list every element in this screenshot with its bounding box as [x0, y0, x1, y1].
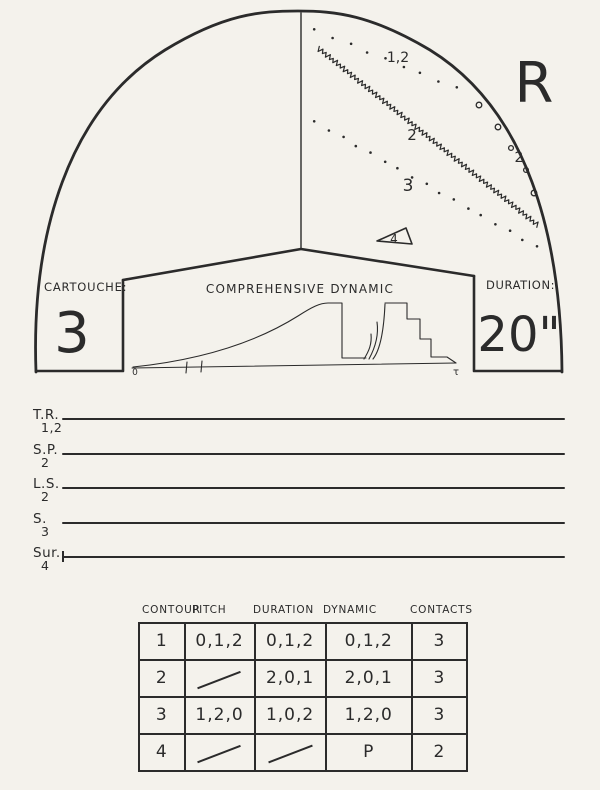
cartouche-value: 3 [54, 301, 90, 366]
circle-series [476, 102, 537, 196]
table-cell: 0,1,2 [344, 631, 393, 651]
stave-number: 2 [41, 455, 50, 470]
stave-abbr: S.P. [33, 442, 59, 458]
dynamic-end-label: τ [452, 367, 460, 378]
circle-series-label: 2 [514, 150, 524, 166]
table-cell: 4 [155, 742, 168, 762]
table-cell: 1 [155, 631, 168, 651]
stave-abbr: S. [33, 511, 47, 527]
column-header: DYNAMIC [323, 604, 378, 616]
column-header: CONTACTS [410, 604, 473, 616]
table-cell: 0,1,2 [265, 631, 315, 651]
region-letter: R [514, 51, 554, 116]
dynamic-curve [132, 303, 456, 373]
stave-number: 3 [41, 524, 50, 539]
table-cell: 3 [433, 705, 446, 725]
table-row [139, 623, 467, 660]
table-cell [256, 735, 325, 770]
table-cell [186, 661, 254, 696]
table-row [139, 660, 467, 697]
trajectory-1-2-label: 1,2 [386, 50, 410, 66]
trajectory-2-zigzag [318, 46, 538, 227]
stave-number: 1,2 [41, 420, 63, 435]
table-row [139, 697, 467, 734]
contour-table [138, 622, 468, 772]
stave-abbr: T.R. [33, 407, 60, 423]
stave-line [62, 487, 565, 489]
table-cell: 2 [433, 742, 446, 762]
stave-number: 4 [41, 558, 50, 573]
stave-sur [0, 545, 600, 577]
dynamic-start-label: 0 [132, 368, 138, 378]
table-cell: 1,2,0 [195, 705, 244, 725]
roof-line [123, 249, 474, 280]
stave-number: 2 [41, 489, 50, 504]
table-cell: 3 [433, 631, 446, 651]
trajectory-2-label: 2 [407, 126, 417, 144]
table-cell: 2,0,1 [265, 668, 315, 688]
table-row [139, 734, 467, 771]
table-cell [186, 735, 254, 770]
contour-table-section [138, 600, 473, 772]
stave-line [62, 556, 565, 558]
table-cell: 2,0,1 [344, 668, 393, 688]
column-header: DURATION [253, 604, 315, 616]
duration-value: 20" [477, 307, 561, 363]
stave-line [62, 522, 565, 524]
table-cell: P [363, 742, 375, 762]
duration-label: DURATION: [486, 278, 556, 292]
table-cell: 3 [155, 705, 168, 725]
stave-line [62, 453, 565, 455]
stave-ls [0, 476, 600, 508]
cartouche-label: CARTOUCHE: [44, 280, 128, 294]
trajectory-3-label: 3 [402, 176, 414, 196]
stave-abbr: L.S. [33, 476, 60, 492]
dynamic-title: COMPREHENSIVE DYNAMIC [205, 282, 395, 296]
trajectory-1-2-dots [313, 28, 458, 89]
table-cell: 1,0,2 [265, 705, 315, 725]
stave-line [62, 418, 565, 420]
contour-table-headers [138, 600, 473, 622]
trajectory-3-dots [313, 120, 538, 248]
triangle-label: 4 [390, 232, 398, 246]
stave-sp [0, 442, 600, 474]
table-cell: 0,1,2 [195, 631, 244, 651]
table-cell: 3 [433, 668, 446, 688]
stave-tr [0, 407, 600, 439]
table-cell: 1,2,0 [344, 705, 393, 725]
column-header: PITCH [192, 604, 227, 616]
column-header: CONTOUR [142, 604, 201, 616]
table-cell: 2 [155, 668, 168, 688]
stave-abbr: Sur. [33, 545, 61, 561]
stave-s [0, 511, 600, 543]
